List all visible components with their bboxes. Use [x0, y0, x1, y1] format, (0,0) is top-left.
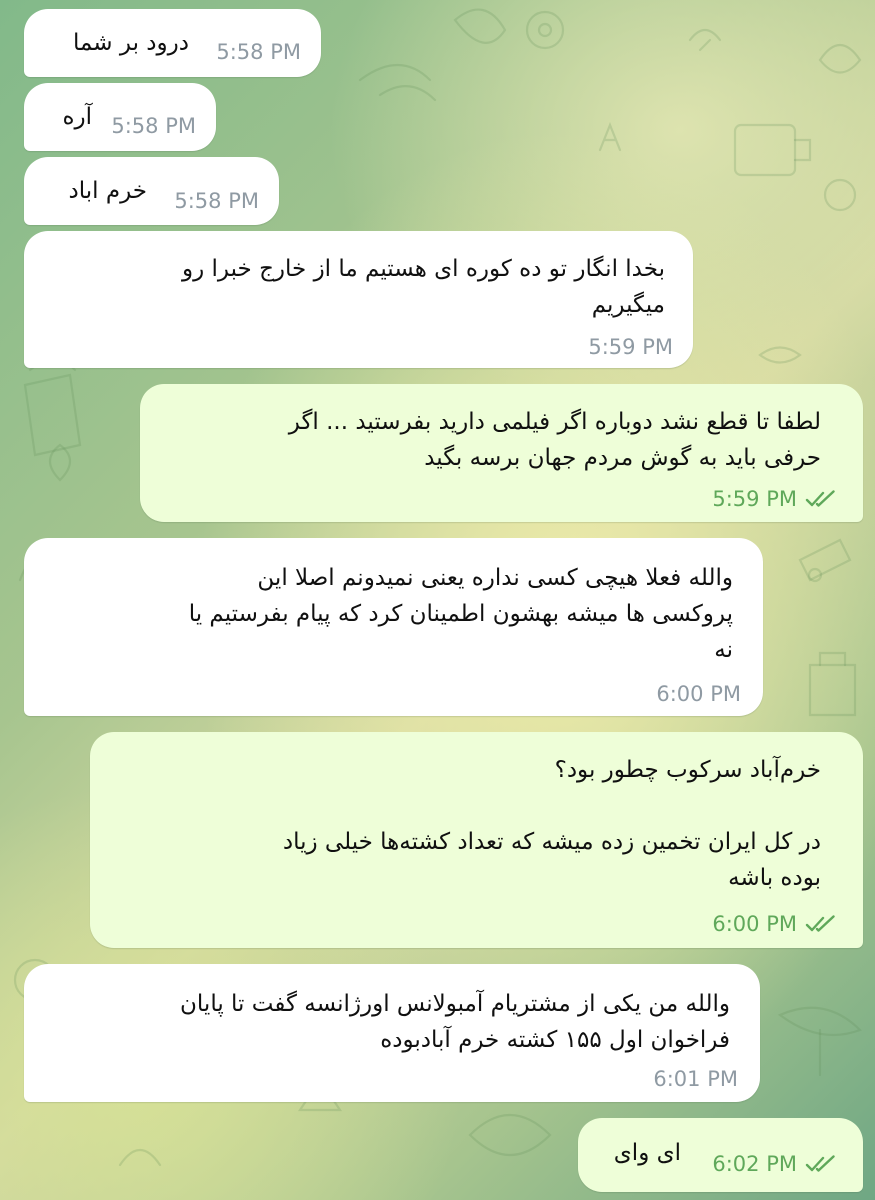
double-check-icon [805, 1155, 837, 1173]
message-meta [111, 114, 196, 138]
message-text: خرم‌آباد سرکوب چطور بود؟ در کل ایران تخمین زده میشه که تعداد کشته‌ها خیلی زیاد بوده باشه [282, 757, 821, 891]
message-text: والله فعلا هیچی کسی نداره یعنی نمیدونم اصلا این پروکسی ها میشه بهشون اطمینان کرد که پیام بفرستیم یا نه [188, 565, 733, 663]
message-text: خرم اباد [68, 178, 147, 204]
incoming-message-bubble[interactable] [24, 231, 693, 368]
double-check-icon [805, 915, 837, 933]
message-text: لطفا تا قطع نشد دوباره اگر فیلمی دارید بفرستید ... اگر حرفی باید به گوش مردم جهان برسه بگید [288, 409, 821, 471]
message-time: 5:58 PM [111, 114, 196, 138]
message-meta [712, 1152, 837, 1176]
message-text: درود بر شما [73, 30, 189, 56]
outgoing-message-bubble[interactable] [90, 732, 863, 948]
message-time: 6:00 PM [656, 682, 741, 706]
message-time: 6:02 PM [712, 1152, 797, 1176]
message-meta [712, 487, 837, 511]
message-meta [216, 40, 301, 64]
message-text: آره [62, 104, 92, 130]
incoming-message-bubble[interactable] [24, 538, 763, 716]
double-check-icon [805, 490, 837, 508]
message-text: والله من یکی از مشتریام آمبولانس اورژانسه گفت تا پایان فراخوان اول ۱۵۵ کشته خرم آبادبوده [180, 991, 730, 1053]
message-meta [656, 682, 741, 706]
outgoing-message-bubble[interactable] [578, 1118, 863, 1192]
message-text: ای وای [613, 1140, 681, 1166]
message-time: 5:59 PM [588, 335, 673, 359]
message-meta [588, 335, 673, 359]
incoming-message-bubble[interactable] [24, 9, 321, 77]
message-time: 5:58 PM [174, 189, 259, 213]
message-meta [653, 1067, 738, 1091]
message-time: 5:59 PM [712, 487, 797, 511]
message-meta [174, 189, 259, 213]
incoming-message-bubble[interactable] [24, 83, 216, 151]
message-text: بخدا انگار تو ده کوره ای هستیم ما از خارج خبرا رو میگیریم [182, 256, 665, 318]
incoming-message-bubble[interactable] [24, 157, 279, 225]
message-time: 5:58 PM [216, 40, 301, 64]
incoming-message-bubble[interactable] [24, 964, 760, 1102]
message-time: 6:00 PM [712, 912, 797, 936]
message-meta [712, 912, 837, 936]
message-time: 6:01 PM [653, 1067, 738, 1091]
outgoing-message-bubble[interactable] [140, 384, 863, 522]
